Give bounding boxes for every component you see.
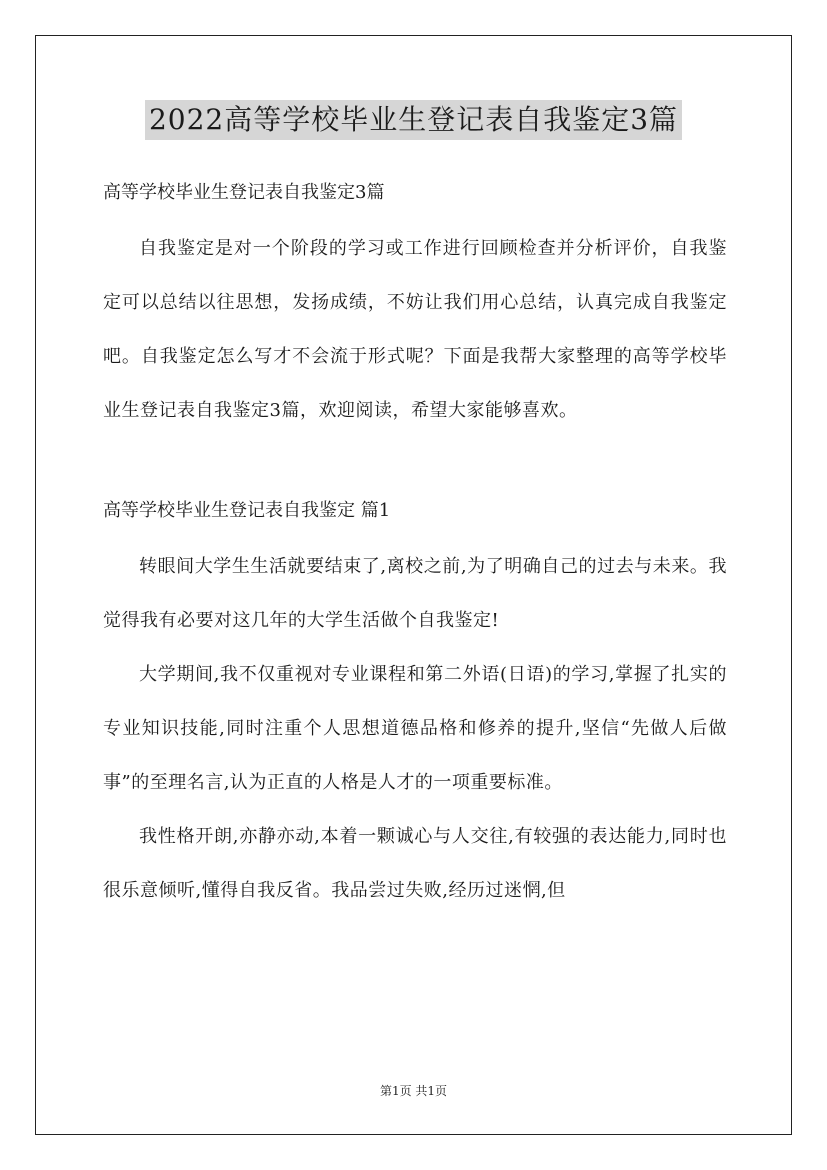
document-title: 2022高等学校毕业生登记表自我鉴定3篇 — [145, 100, 682, 140]
body-paragraph-1: 转眼间大学生生活就要结束了,离校之前,为了明确自己的过去与未来。我觉得我有必要对这几年的大学生活做个自我鉴定! — [103, 556, 727, 631]
section-heading: 高等学校毕业生登记表自我鉴定 篇1 — [103, 500, 391, 521]
intro-paragraph: 自我鉴定是对一个阶段的学习或工作进行回顾检查并分析评价，自我鉴定可以总结以往思想，发扬成绩，不妨让我们用心总结，认真完成自我鉴定吧。自我鉴定怎么写才不会流于形式呢？下面是我帮大家整理的高等学校毕业生登记表自我鉴定3篇，欢迎阅读，希望大家能够喜欢。 — [103, 238, 727, 421]
page-footer: 第1页 共1页 — [379, 1084, 448, 1098]
body-paragraph-3: 我性格开朗,亦静亦动,本着一颗诚心与人交往,有较强的表达能力,同时也很乐意倾听,懂得自我反省。我品尝过失败,经历过迷惘,但 — [103, 826, 727, 901]
document-subtitle: 高等学校毕业生登记表自我鉴定3篇 — [103, 182, 385, 203]
document-body — [103, 170, 727, 918]
title-container — [0, 100, 827, 140]
body-paragraph-2: 大学期间,我不仅重视对专业课程和第二外语(日语)的学习,掌握了扎实的专业知识技能,同时注重个人思想道德品格和修养的提升,坚信“先做人后做事”的至理名言,认为正直的人格是人才的一项重要标准。 — [103, 664, 727, 793]
